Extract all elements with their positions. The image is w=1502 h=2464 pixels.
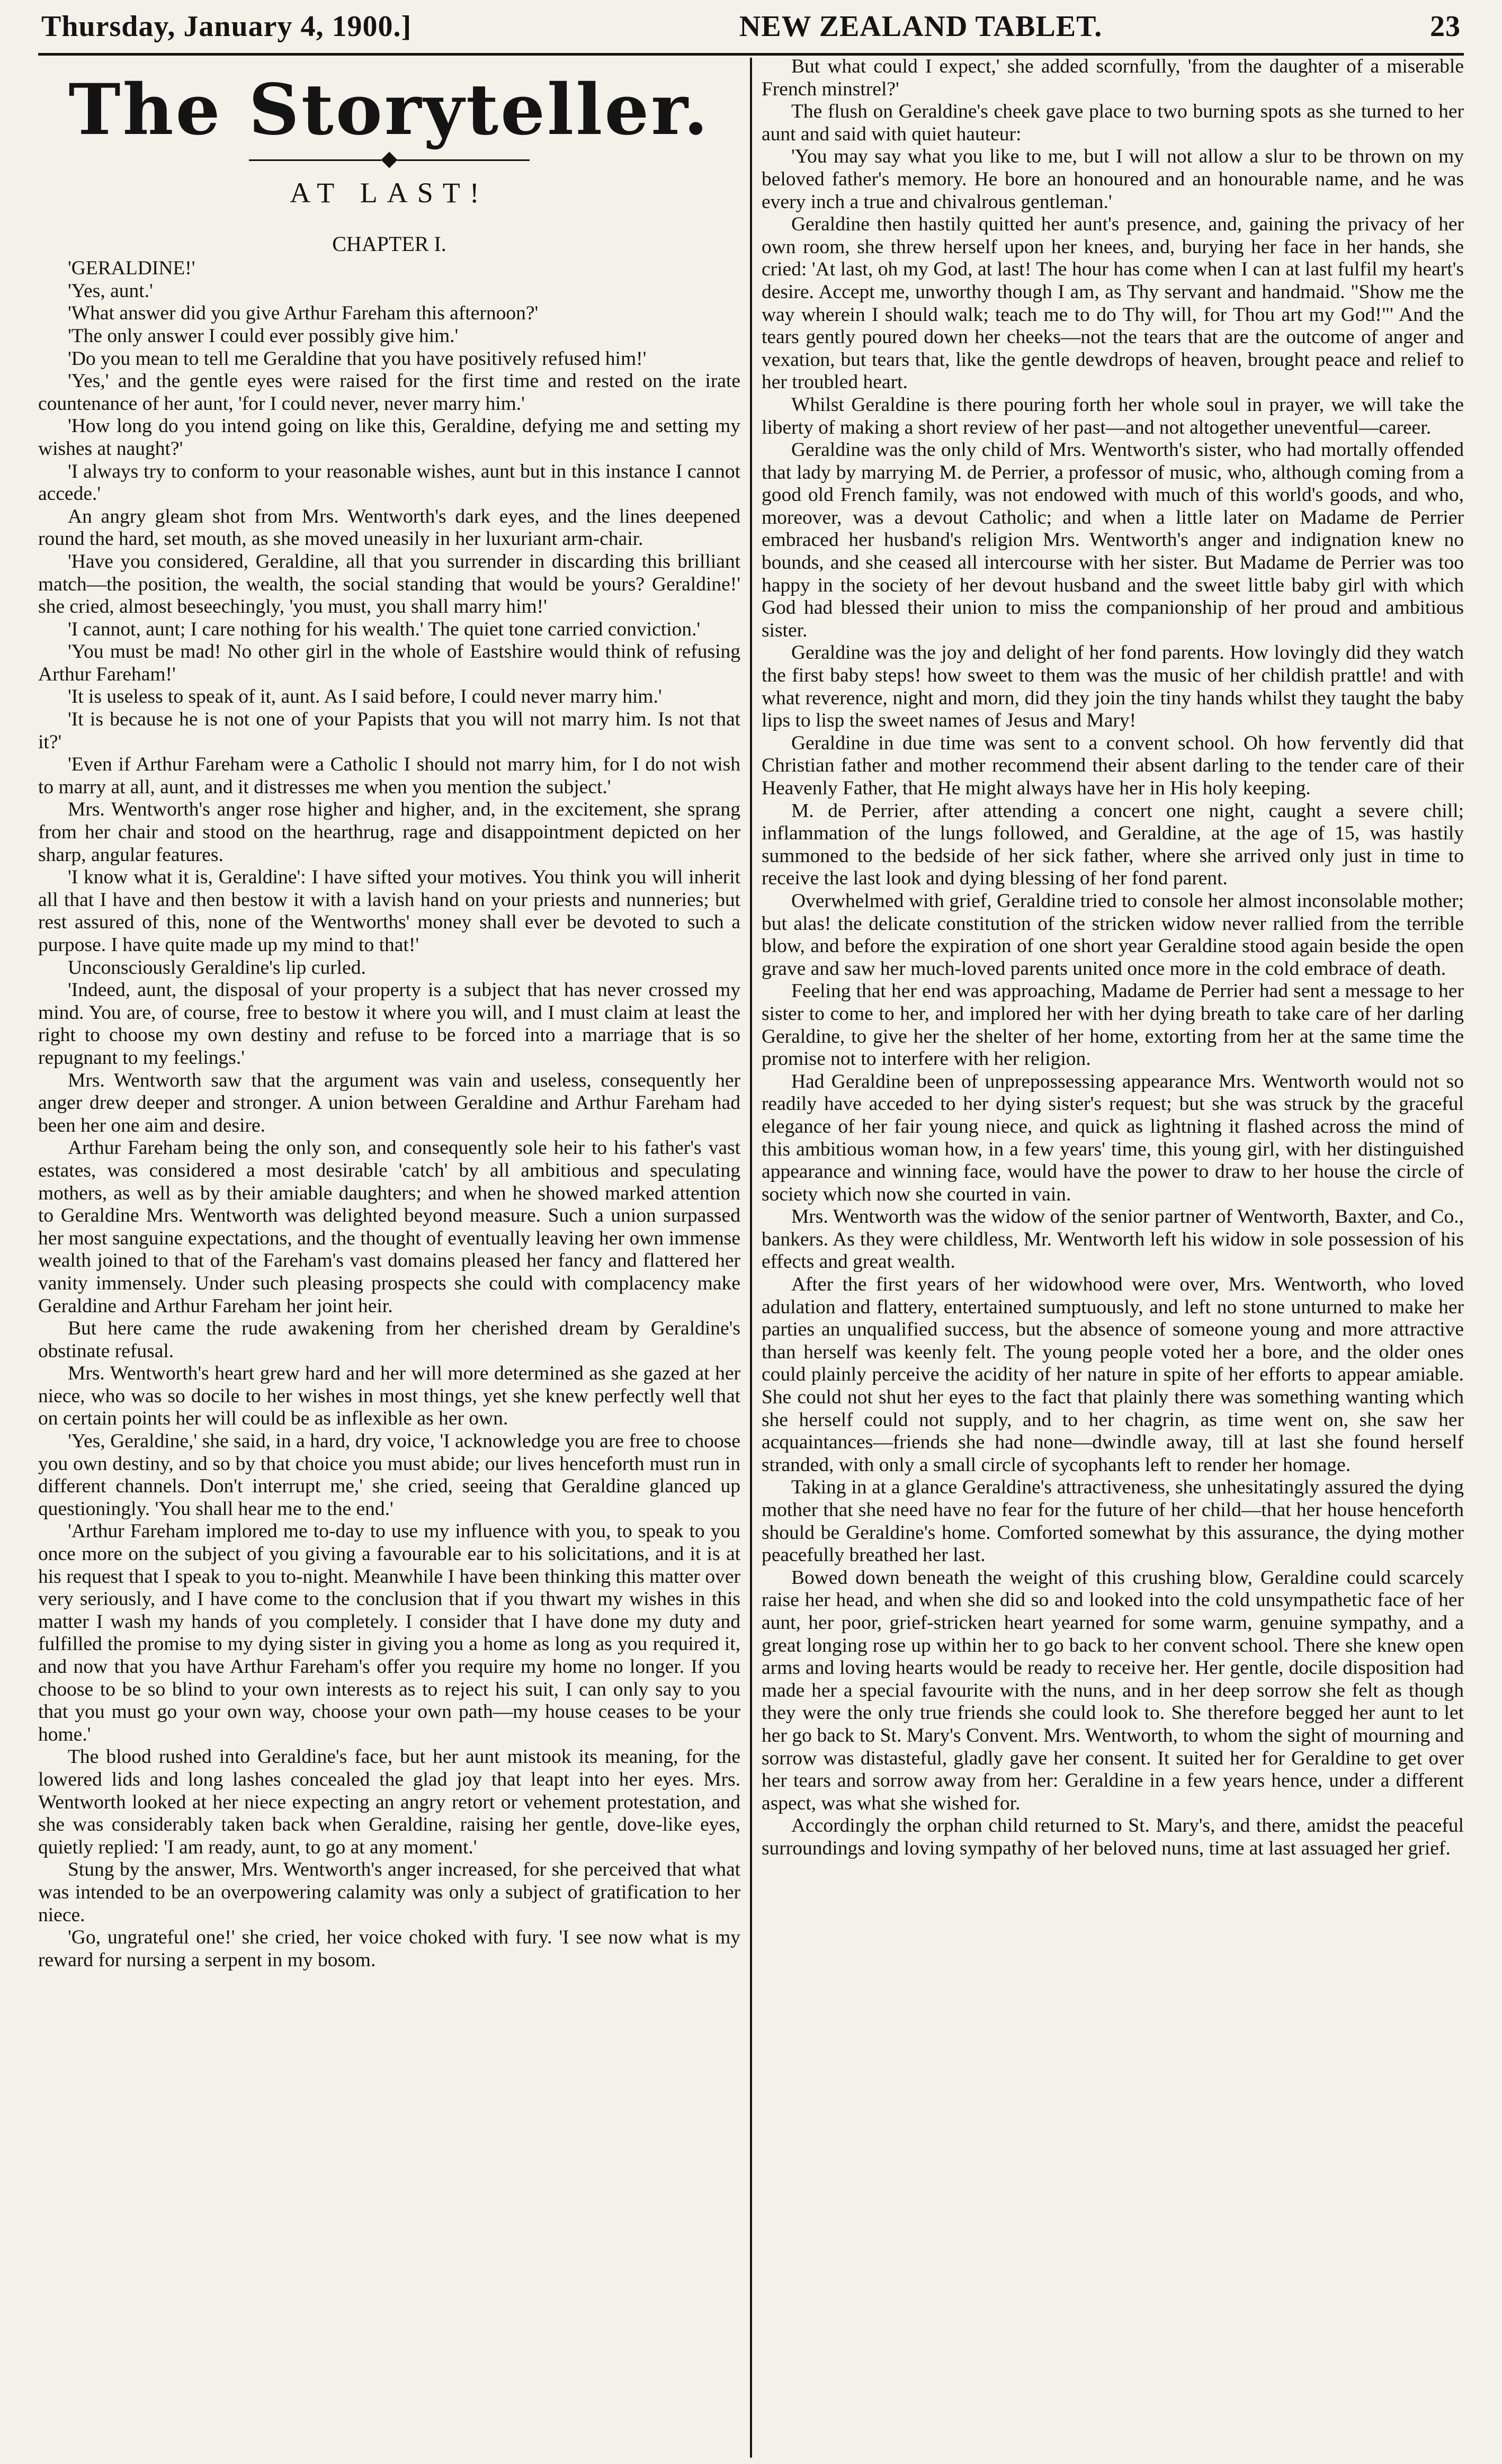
left-column-body	[38, 257, 740, 1972]
paragraph: After the first years of her widowhood were over, Mrs. Wentworth, who loved adulation and flattery, entertained sumptuously, and left no stone unturned to make her parties an unqualified success, but the absence of someone young and more attractive than herself was keenly felt. The young people voted her a bore, and the older ones could plainly perceive the acidity of her nature in spite of her efforts to appear amiable. She could not shut her eyes to the fact that plainly there was something wanting which she herself could not supply, and to her chagrin, as time went on, she saw her acquaintances—friends she had none—dwindle away, till at last she found herself stranded, with only a small circle of sycophants left to render her homage.	[761, 1274, 1464, 1476]
paragraph: 'How long do you intend going on like this, Geraldine, defying me and setting my wishes at naught?'	[38, 415, 741, 460]
paragraph: 'You must be mad! No other girl in the whole of Eastshire would think of refusing Arthur Fareham!'	[38, 641, 741, 685]
chapter-heading: CHAPTER I.	[332, 231, 446, 256]
right-column	[752, 56, 1464, 2460]
diamond-icon	[381, 151, 397, 168]
paragraph: Arthur Fareham being the only son, and consequently sole heir to his father's vast estates, was considered a most desirable 'catch' by all ambitious and speculating mothers, as well as by their amiable daughters; and when he showed marked attention to Geraldine Mrs. Wentworth was delighted beyond measure. Such a union surpassed her most sanguine expectations, and the thought of eventually leaving her own immense wealth joined to that of the Fareham's vast domains pleased her fancy and flattered her vanity immensely. Under such pleasing prospects she could with complacency make Geraldine and Arthur Fareham her joint heir.	[38, 1137, 741, 1317]
paragraph: 'Have you considered, Geraldine, all that you surrender in discarding this brilliant match—the position, the wealth, the social standing that would be yours? Geraldine!' she cried, almost beseechingly, 'you must, you shall marry him!'	[38, 550, 741, 618]
paragraph: 'I cannot, aunt; I care nothing for his wealth.' The quiet tone carried conviction.'	[68, 618, 701, 640]
paragraph: Feeling that her end was approaching, Madame de Perrier had sent a message to her sister to come to her, and implored her with her dying breath to take care of her darling Geraldine, to give her the shelter of her home, extorting from her at the same time the promise not to interfere with her religion.	[761, 980, 1464, 1070]
paragraph: But what could I expect,' she added scornfully, 'from the daughter of a miserable French minstrel?'	[761, 56, 1464, 100]
ornament-bar-right	[397, 159, 530, 161]
running-header	[38, 10, 1464, 56]
paragraph: 'Yes, Geraldine,' she said, in a hard, dry voice, 'I acknowledge you are free to choose you own destiny, and so by that choice you must abide; our lives henceforth must run in different channels. Don't interrupt me,' she cried, seeing that Geraldine glanced up questioningly. 'You shall hear me to the end.'	[38, 1430, 741, 1520]
header-date: Thursday, January 4, 1900.]	[41, 10, 412, 43]
paragraph: Mrs. Wentworth's heart grew hard and her will more determined as she gazed at her niece, who was so docile to her wishes in most things, yet she knew perfectly well that on certain points her will could be as inflexible as her own.	[38, 1363, 741, 1430]
paragraph: The flush on Geraldine's cheek gave place to two burning spots as she turned to her aunt and said with quiet hauteur:	[761, 101, 1464, 145]
paragraph: Geraldine was the joy and delight of her fond parents. How lovingly did they watch the first baby steps! how sweet to them was the music of her childish prattle! and with what reverence, night and morn, did they join the tiny hands whilst they taught the baby lips to lisp the sweet names of Jesus and Mary!	[761, 642, 1464, 732]
paragraph: Geraldine then hastily quitted her aunt's presence, and, gaining the privacy of her own room, she threw herself upon her knees, and, burying her face in her hands, she cried: 'At last, oh my God, at last! The hour has come when I can at last fulfil my heart's desire. Accept me, unworthy though I am, as Thy servant and handmaid. "Show me the way wherein I should walk; teach me to do Thy will, for Thou art my God!"' And the tears gently poured down her cheeks—not the tears that are the outcome of anger and vexation, but tears that, like the gentle dewdrops of heaven, brought peace and relief to her troubled heart.	[761, 213, 1464, 393]
paragraph: Bowed down beneath the weight of this crushing blow, Geraldine could scarcely raise her head, and when she did so and looked into the cold unsympathetic face of her aunt, her poor, grief-stricken heart yearned for some warm, genuine sympathy, and a great longing rose up within her to go back to her convent school. There she knew open arms and loving hearts would be ready to receive her. Her gentle, docile disposition had made her a special favourite with the nuns, and in her deep sorrow she felt as though they were the only true friends she could look to. She therefore begged her aunt to let her go back to St. Mary's Convent. Mrs. Wentworth, to whom the sight of mourning and sorrow was distasteful, gladly gave her consent. It suited her for Geraldine to get over her tears and sorrow away from her: Geraldine in a few years hence, under a different aspect, was what she wished for.	[761, 1566, 1464, 1814]
paragraph: Unconsciously Geraldine's lip curled.	[68, 956, 366, 979]
paragraph: 'The only answer I could ever possibly give him.'	[68, 325, 459, 347]
paragraph: 'Go, ungrateful one!' she cried, her voice choked with fury. 'I see now what is my reward for nursing a serpent in my bosom.	[38, 1927, 741, 1971]
paragraph: Had Geraldine been of unprepossessing appearance Mrs. Wentworth would not so readily have acceded to her dying sister's request; but she was struck by the graceful elegance of her fair young niece, and quick as lightning it flashed across the mind of this ambitious woman how, in a few years' time, this young girl, with her distinguished appearance and winning face, would have the power to draw to her house the circle of society which now she courted in vain.	[761, 1070, 1464, 1205]
ornament-divider	[38, 154, 740, 166]
header-paper-name: NEW ZEALAND TABLET.	[739, 10, 1103, 43]
paragraph: Accordingly the orphan child returned to St. Mary's, and there, amidst the peaceful surroundings and loving sympathy of her beloved nuns, time at last assuaged her grief.	[761, 1815, 1464, 1859]
paragraph: 'Yes, aunt.'	[68, 280, 153, 302]
paragraph: 'It is because he is not one of your Papists that you will not marry him. Is not that it?'	[38, 709, 741, 753]
left-column	[38, 56, 750, 2460]
paragraph: 'GERALDINE!'	[68, 257, 195, 280]
ornament-bar-left	[249, 159, 381, 161]
paragraph: Mrs. Wentworth was the widow of the senior partner of Wentworth, Baxter, and Co., bankers. As they were childless, Mr. Wentworth left his widow in sole possession of his effects and great wealth.	[761, 1206, 1464, 1273]
right-column-body	[762, 56, 1464, 1860]
paragraph: Taking in at a glance Geraldine's attractiveness, she unhesitatingly assured the dying mother that she need have no fear for the future of her child—that her house henceforth should be Geraldine's home. Comforted somewhat by this assurance, the dying mother peacefully breathed her last.	[761, 1476, 1464, 1566]
paragraph: 'I know what it is, Geraldine': I have sifted your motives. You think you will inherit all that I have and then bestow it with a lavish hand on your priests and nunneries; but rest assured of this, none of the Wentworths' money shall ever be devoted to such a purpose. I have quite made up my mind to that!'	[38, 866, 741, 956]
paragraph: Geraldine was the only child of Mrs. Wentworth's sister, who had mortally offended that lady by marrying M. de Perrier, a professor of music, who, although coming from a good old French family, was not endowed with much of this world's goods, and who, moreover, was a devout Catholic; and when a little later on Madame de Perrier embraced her husband's religion Mrs. Wentworth's anger and indignation knew no bounds, and she ceased all intercourse with her sister. But Madame de Perrier was too happy in the society of her devout husband and the sweet little baby girl with which God had blessed their union to miss the companionship of her proud and ambitious sister.	[761, 439, 1464, 641]
paragraph: 'Do you mean to tell me Geraldine that you have positively refused him!'	[68, 347, 647, 370]
paragraph: Mrs. Wentworth saw that the argument was vain and useless, consequently her anger drew deeper and stronger. A union between Geraldine and Arthur Fareham had been her one aim and desire.	[38, 1069, 741, 1136]
paragraph: 'Yes,' and the gentle eyes were raised for the first time and rested on the irate countenance of her aunt, 'for I could never, never marry him.'	[38, 370, 741, 415]
paragraph: 'You may say what you like to me, but I will not allow a slur to be thrown on my beloved father's memory. He bore an honoured and an honourable name, and he was every inch a true and chivalrous gentleman.'	[761, 146, 1464, 213]
paragraph: An angry gleam shot from Mrs. Wentworth's dark eyes, and the lines deepened round the hard, set mouth, as she moved uneasily in her luxuriant arm-chair.	[38, 505, 741, 550]
paragraph: 'It is useless to speak of it, aunt. As I said before, I could never marry him.'	[68, 686, 662, 708]
paragraph: The blood rushed into Geraldine's face, but her aunt mistook its meaning, for the lowered lids and long lashes concealed the glad joy that leapt into her eyes. Mrs. Wentworth looked at her niece expecting an angry retort or vehement protestation, and she was considerably taken back when Geraldine, raising her gentle, dove-like eyes, quietly replied: 'I am ready, aunt, to go at any moment.'	[38, 1746, 741, 1858]
paragraph: 'Indeed, aunt, the disposal of your property is a subject that has never crossed my mind. You are, of course, free to bestow it where you will, and I must claim at least the right to choose my own destiny and refuse to be forced into a marriage that is so repugnant to my feelings.'	[38, 979, 741, 1069]
paragraph: Stung by the answer, Mrs. Wentworth's anger increased, for she perceived that what was intended to be an overpowering calamity was only a subject of gratification to her niece.	[38, 1859, 741, 1926]
paragraph: But here came the rude awakening from her cherished dream by Geraldine's obstinate refusal.	[38, 1318, 741, 1362]
paragraph: M. de Perrier, after attending a concert one night, caught a severe chill; inflammation of the lungs followed, and Geraldine, at the age of 15, was hastily summoned to the bedside of her sick father, where she arrived only just in time to receive the last look and dying blessing of her fond parent.	[761, 800, 1464, 890]
text-columns	[38, 56, 1464, 2460]
paragraph: 'I always try to conform to your reasonable wishes, aunt but in this instance I cannot accede.'	[38, 460, 741, 505]
paragraph: 'What answer did you give Arthur Fareham this afternoon?'	[68, 302, 539, 325]
paragraph: Geraldine in due time was sent to a convent school. Oh how fervently did that Christian father and mother recommend their absent darling to the tender care of their Heavenly Father, that He might always have her in His holy keeping.	[761, 732, 1464, 799]
paragraph: 'Arthur Fareham implored me to-day to use my influence with you, to speak to you once more on the subject of you giving a favourable ear to his solicitations, and it is at his request that I speak to you to-night. Meanwhile I have been thinking this matter over very seriously, and I have come to the conclusion that if you thwart my wishes in this matter I wash my hands of you completely. I consider that I have done my duty and fulfilled the promise to my dying sister in giving you a home as long as you required it, and now that you have Arthur Fareham's offer you require my home no longer. If you choose to be so blind to your own interests as to reject his suit, I can only say to you that you must go your own way, choose your own path—my house ceases to be your home.'	[38, 1520, 741, 1745]
section-title: The Storyteller.	[68, 69, 710, 151]
paragraph: Mrs. Wentworth's anger rose higher and higher, and, in the excitement, she sprang from her chair and stood on the hearthrug, rage and disappointment depicted on her sharp, angular features.	[38, 799, 741, 866]
paragraph: 'Even if Arthur Fareham were a Catholic I should not marry him, for I do not wish to marry at all, aunt, and it distresses me when you mention the subject.'	[38, 754, 741, 798]
story-title: AT LAST!	[290, 177, 489, 209]
header-page-number: 23	[1430, 10, 1461, 43]
paragraph: Overwhelmed with grief, Geraldine tried to console her almost inconsolable mother; but alas! the delicate constitution of the stricken widow never rallied from the terrible blow, and before the expiration of one short year Geraldine stood again beside the open grave and saw her much-loved parents united once more in the cold embrace of death.	[761, 890, 1464, 980]
paragraph: Whilst Geraldine is there pouring forth her whole soul in prayer, we will take the liberty of making a short review of her past—and not altogether uneventful—career.	[761, 393, 1464, 438]
